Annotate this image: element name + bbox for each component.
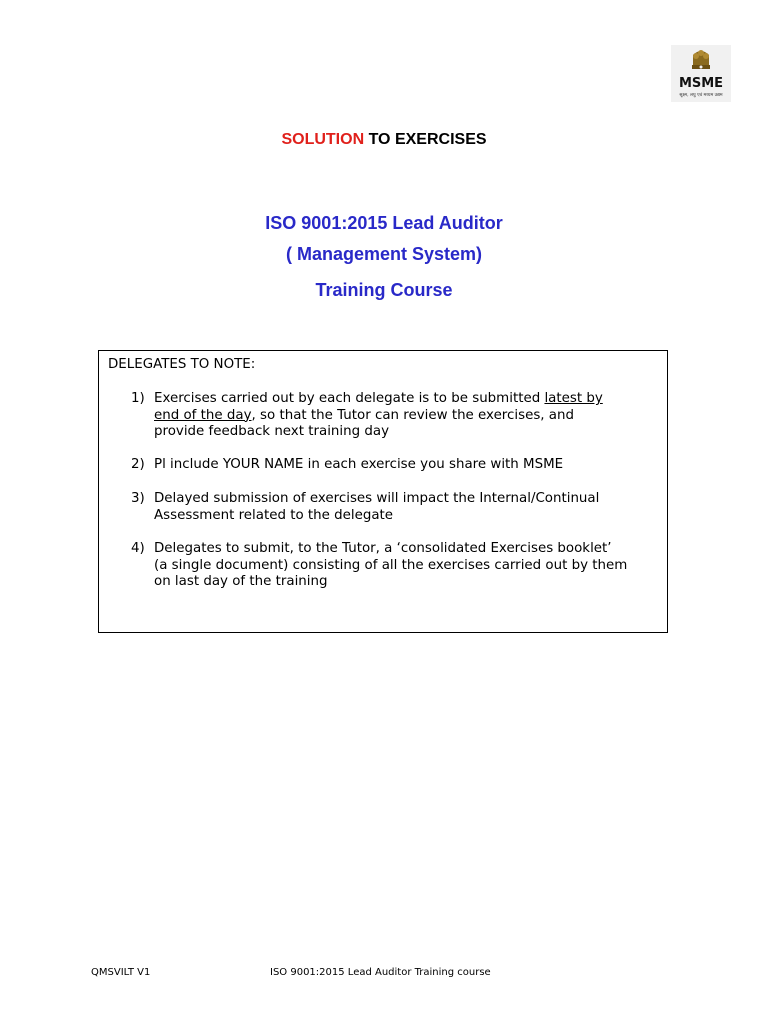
svg-text:सूक्ष्म, लघु एवं मध्यम उद्यम: सूक्ष्म, लघु एवं मध्यम उद्यम <box>679 93 723 98</box>
note-text: Delayed submission of exercises will impact the Internal/Continual <box>154 491 600 506</box>
svg-text:MSME: MSME <box>678 76 724 91</box>
note-text: , so that the Tutor can review the exercises, and <box>251 407 575 423</box>
emblem-icon <box>671 45 731 102</box>
note-text: provide feedback next training day <box>154 424 389 439</box>
note-text: Exercises carried out by each delegate is to be submitted <box>154 391 545 406</box>
course-title-line3: Training Course <box>315 280 453 300</box>
note-text: Assessment related to the delegate <box>154 507 394 523</box>
footer-course-name: ISO 9001:2015 Lead Auditor Training course <box>270 967 491 978</box>
note-title: DELEGATES TO NOTE: <box>108 357 256 372</box>
note-text: Pl include YOUR NAME in each exercise you share with MSME <box>154 457 564 472</box>
course-title-line1: ISO 9001:2015 Lead Auditor <box>265 213 503 233</box>
solution-rest: TO EXERCISES <box>364 131 487 148</box>
note-underlined-text: end of the day <box>154 407 252 423</box>
footer-doc-code: QMSVILT V1 <box>91 967 151 978</box>
solution-heading <box>0 131 768 149</box>
note-item-number: 1) <box>131 391 145 406</box>
note-item-number: 3) <box>131 491 145 506</box>
note-item-number: 4) <box>131 541 145 556</box>
course-title-line2: ( Management System) <box>285 244 483 264</box>
msme-logo <box>671 45 731 102</box>
note-text: Delegates to submit, to the Tutor, a ‘consolidated Exercises booklet’ <box>154 541 612 556</box>
note-item-number: 2) <box>131 457 145 472</box>
note-text: on last day of the training <box>154 574 328 589</box>
delegates-note-box <box>98 350 668 633</box>
note-text: (a single document) consisting of all the exercises carried out by them <box>154 557 628 573</box>
solution-word: SOLUTION <box>281 131 365 148</box>
note-underlined-text: latest by <box>544 391 603 406</box>
